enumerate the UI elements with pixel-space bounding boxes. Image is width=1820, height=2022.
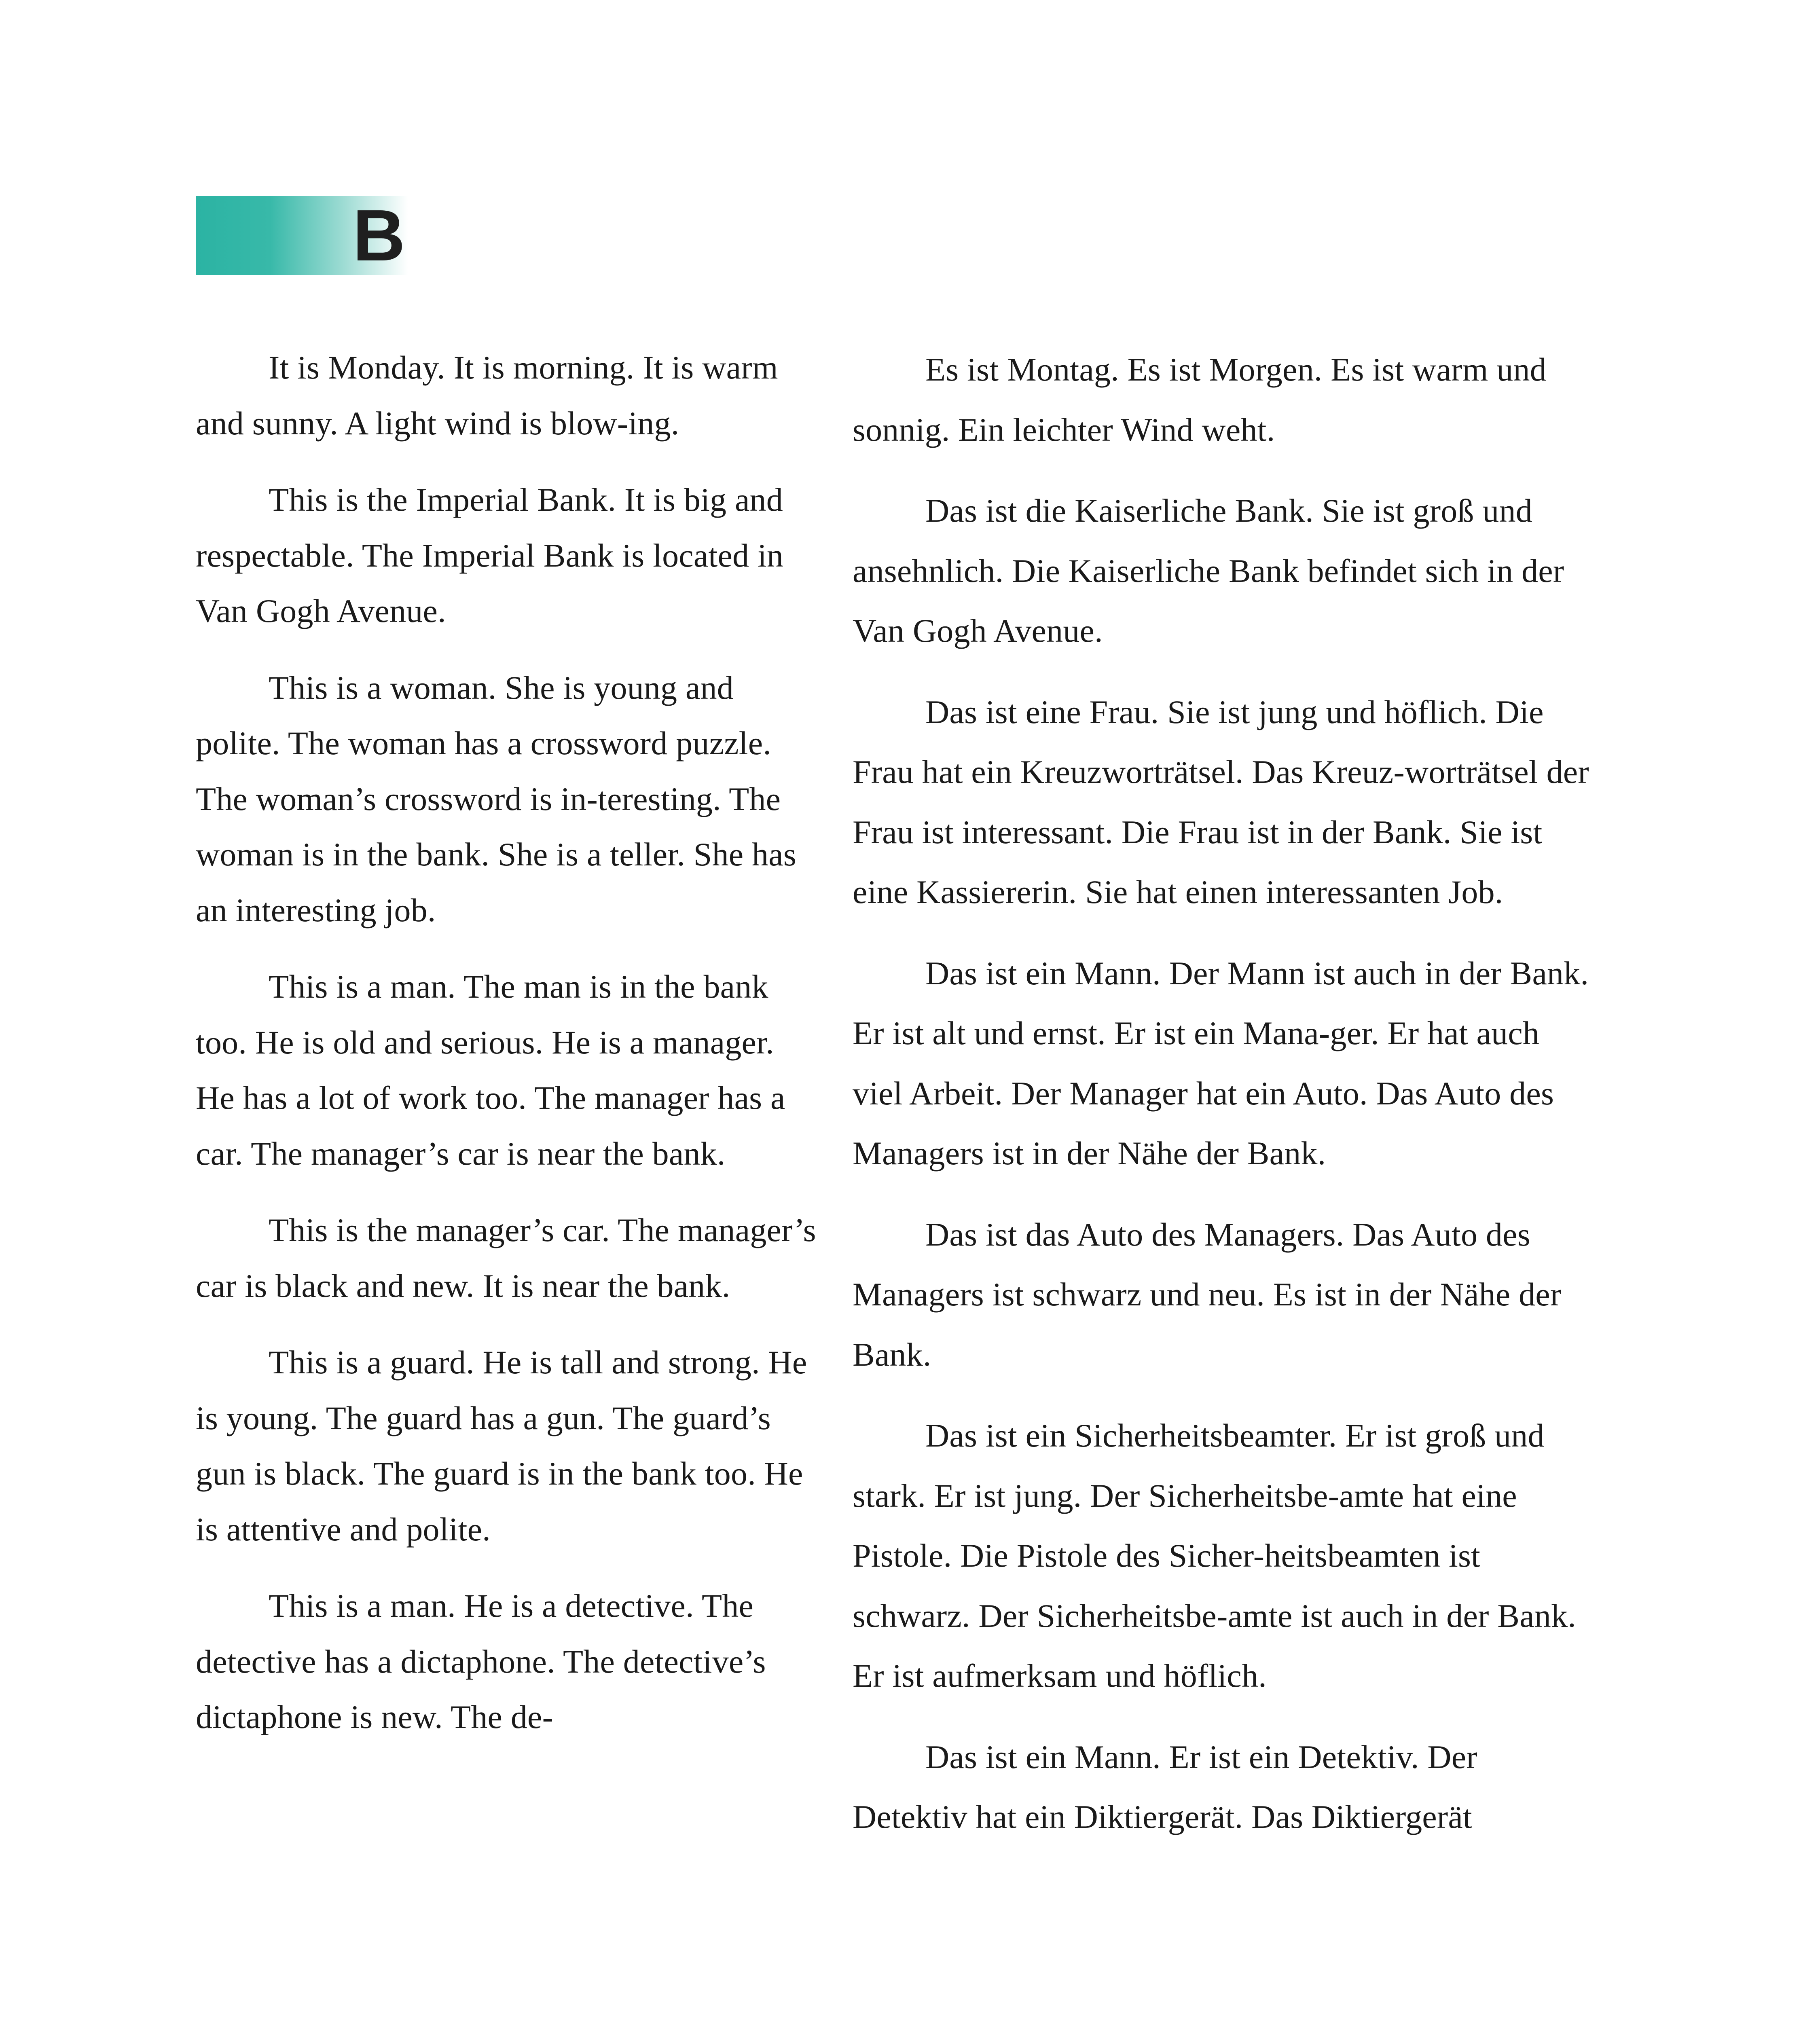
english-paragraph-6: This is a guard. He is tall and strong. He is young. The guard has a gun. The guard’s gun is black. The guard is in the bank too. He is attentive and polite. [196,1344,807,1548]
english-paragraph-4: This is a man. The man is in the bank too. He is old and serious. He is a manager. He has a lot of work too. The manager has a car. The manager’s car is near the bank. [196,968,785,1172]
english-paragraph-5: This is the manager’s car. The manager’s car is black and new. It is near the bank. [196,1212,816,1304]
section-letter: B [353,195,405,276]
english-paragraph-1: It is Monday. It is morning. It is warm and sunny. A light wind is blow-ing. [196,349,778,442]
english-paragraph-7: This is a man. He is a detective. The detective has a dictaphone. The detective’s dictaphone is new. The de- [196,1587,766,1735]
german-paragraph-7: Das ist ein Mann. Er ist ein Detektiv. Der Detektiv hat ein Diktiergerät. Das Diktiergerät [853,1738,1477,1835]
german-paragraph-4: Das ist ein Mann. Der Mann ist auch in der Bank. Er ist alt und ernst. Er ist ein Mana-ger. Er hat auch viel Arbeit. Der Manager hat ein Auto. Das Auto des Managers ist in der Nähe der Bank. [853,954,1589,1172]
german-paragraph-3: Das ist eine Frau. Sie ist jung und höflich. Die Frau hat ein Kreuzworträtsel. Das Kreuz-worträtsel der Frau ist interessant. Die Frau ist in der Bank. Sie ist eine Kassiererin. Sie hat einen interessanten Job. [853,693,1589,910]
german-paragraph-1: Es ist Montag. Es ist Morgen. Es ist warm und sonnig. Ein leichter Wind weht. [853,351,1547,448]
german-column [853,340,1597,1868]
english-paragraph-3: This is a woman. She is young and polite. The woman has a crossword puzzle. The woman’s crossword is in-teresting. The woman is in the bank. She is a teller. She has an interesting job. [196,669,796,929]
german-paragraph-5: Das ist das Auto des Managers. Das Auto des Managers ist schwarz und neu. Es ist in der Nähe der Bank. [853,1216,1562,1373]
english-paragraph-2: This is the Imperial Bank. It is big and respectable. The Imperial Bank is located in Van Gogh Avenue. [196,481,784,629]
german-paragraph-2: Das ist die Kaiserliche Bank. Sie ist groß und ansehnlich. Die Kaiserliche Bank befindet sich in der Van Gogh Avenue. [853,492,1564,649]
german-paragraph-6: Das ist ein Sicherheitsbeamter. Er ist groß und stark. Er ist jung. Der Sicherheitsbe-amte hat eine Pistole. Die Pistole des Sicher-heitsbeamten ist schwarz. Der Sicherheitsbe-amte ist auch in der Bank. Er ist aufmerksam und höflich. [853,1417,1576,1694]
english-column [196,340,817,1766]
